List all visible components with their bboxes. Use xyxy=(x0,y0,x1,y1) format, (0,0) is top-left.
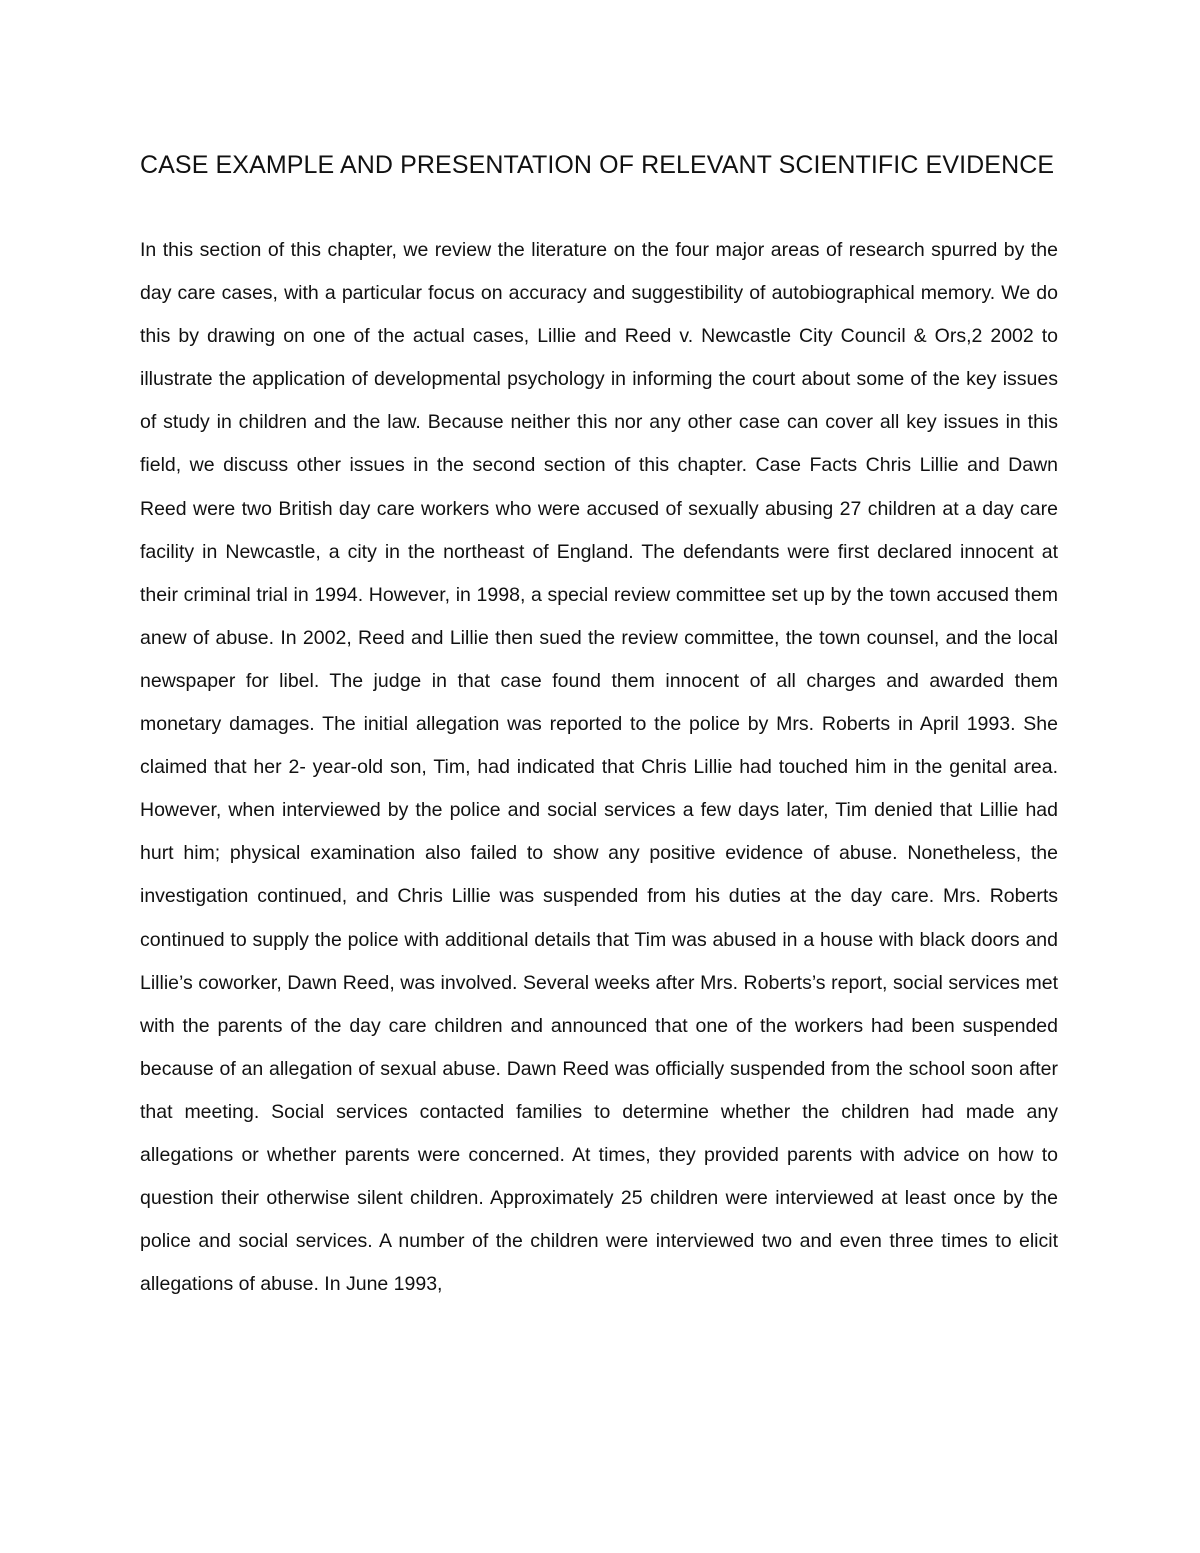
body-paragraph: In this section of this chapter, we review the literature on the four major areas of research spurred by the day care cases, with a particular focus on accuracy and suggestibility of autobiographical memory. We do this by drawing on one of the actual cases, Lillie and Reed v. Newcastle City Council & Ors,2 2002 to illustrate the application of developmental psychology in informing the court about some of the key issues of study in children and the law. Because neither this nor any other case can cover all key issues in this field, we discuss other issues in the second section of this chapter. Case Facts Chris Lillie and Dawn Reed were two British day care workers who were accused of sexually abusing 27 children at a day care facility in Newcastle, a city in the northeast of England. The defendants were first declared innocent at their criminal trial in 1994. However, in 1998, a special review committee set up by the town accused them anew of abuse. In 2002, Reed and Lillie then sued the review committee, the town counsel, and the local newspaper for libel. The judge in that case found them innocent of all charges and awarded them monetary damages. The initial allegation was reported to the police by Mrs. Roberts in April 1993. She claimed that her 2- year-old son, Tim, had indicated that Chris Lillie had touched him in the genital area. However, when interviewed by the police and social services a few days later, Tim denied that Lillie had hurt him; physical examination also failed to show any positive evidence of abuse. Nonetheless, the investigation continued, and Chris Lillie was suspended from his duties at the day care. Mrs. Roberts continued to supply the police with additional details that Tim was abused in a house with black doors and Lillie’s coworker, Dawn Reed, was involved. Several weeks after Mrs. Roberts’s report, social services met with the parents of the day care children and announced that one of the workers had been suspended because of an allegation of sexual abuse. Dawn Reed was officially suspended from the school soon after that meeting. Social services contacted families to determine whether the children had made any allegations or whether parents were concerned. At times, they provided parents with advice on how to question their otherwise silent children. Approximately 25 children were interviewed at least once by the police and social services. A number of the children were interviewed two and even three times to elicit allegations of abuse. In June 1993, xyxy=(140,239,1058,1296)
section-heading: CASE EXAMPLE AND PRESENTATION OF RELEVANT SCIENTIFIC EVIDENCE xyxy=(140,151,1055,179)
